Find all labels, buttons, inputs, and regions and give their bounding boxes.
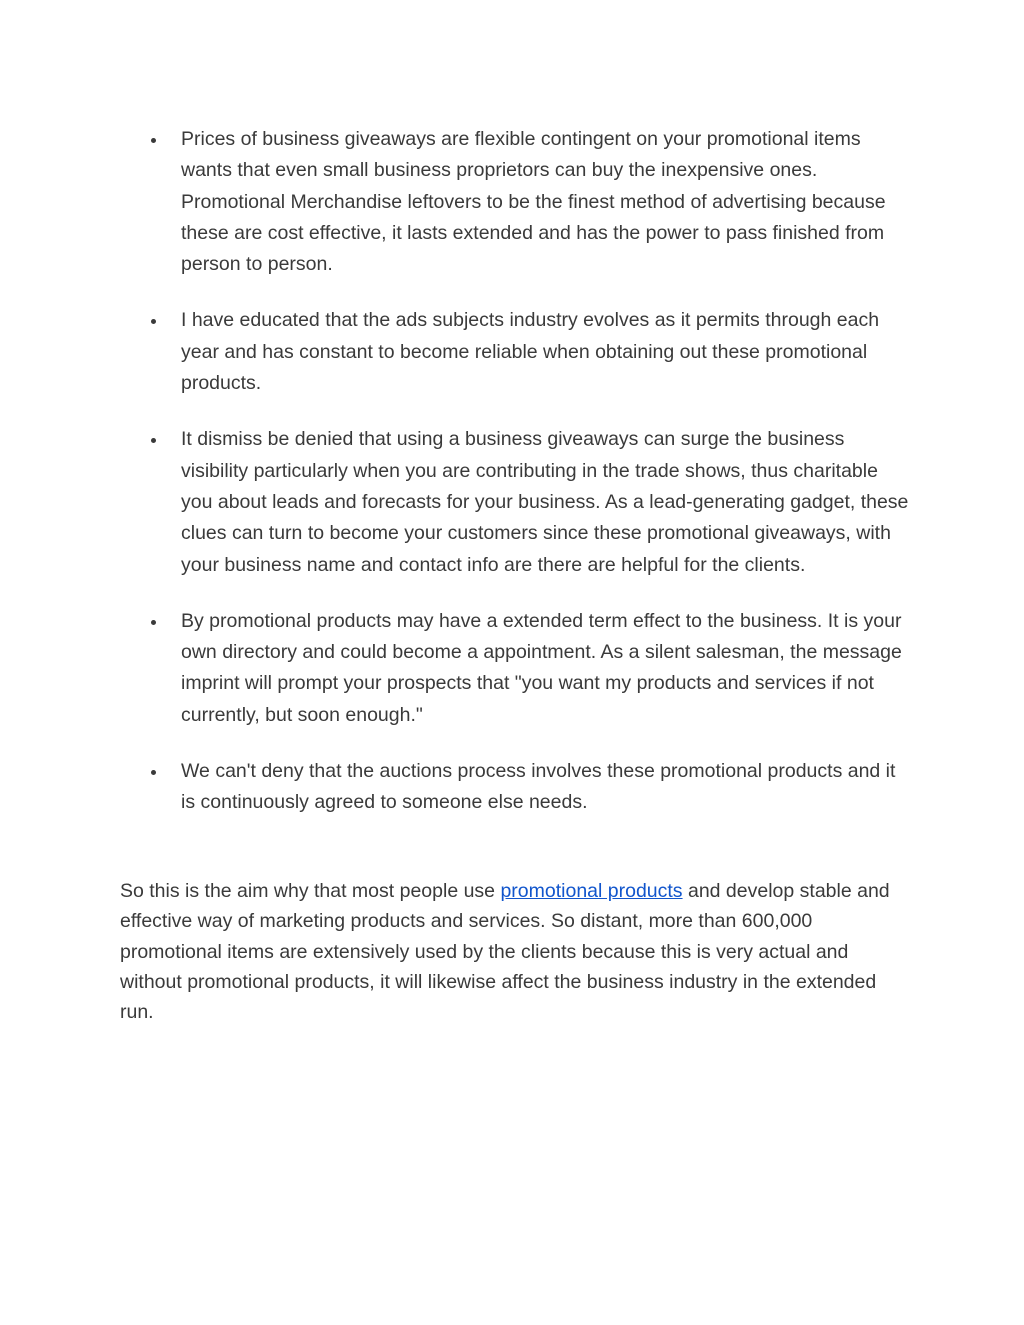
bullet-dot-icon <box>151 138 156 143</box>
bullet-text-3: It dismiss be denied that using a business giveaways can surge the business visibility particularly when you are contributing in the trade shows, thus charitable you about leads and forecasts for your business. As a lead-generating gadget, these clues can turn to become your customers since these promotional giveaways, with your business name and contact info are there are helpful for the clients. <box>181 428 909 576</box>
closing-text-after-link: and develop stable and effective way of marketing products and services. So distant, more than 600,000 promotional items are extensively used by the clients because this is very actual and without promotional products, it will likewise affect the business industry in the extended run. <box>120 880 890 1024</box>
bullet-list <box>120 124 910 844</box>
bullet-dot-icon <box>151 620 156 625</box>
bullet-item-1 <box>120 124 910 280</box>
promotional-products-link[interactable]: promotional products <box>500 880 683 902</box>
bullet-dot-icon <box>151 319 156 324</box>
bullet-dot-icon <box>151 770 156 775</box>
bullet-item-4 <box>120 606 910 731</box>
closing-paragraph <box>120 876 910 1027</box>
closing-text-before-link: So this is the aim why that most people use <box>120 880 501 902</box>
bullet-text-4: By promotional products may have a extended term effect to the business. It is your own directory and could become a appointment. As a silent salesman, the message imprint will prompt your prospects that "you want my products and services if not currently, but soon enough." <box>181 609 902 726</box>
bullet-dot-icon <box>151 438 156 443</box>
bullet-text-5: We can't deny that the auctions process involves these promotional products and it is continuously agreed to someone else needs. <box>181 760 896 814</box>
bullet-item-3 <box>120 424 910 580</box>
bullet-text-2: I have educated that the ads subjects industry evolves as it permits through each year and has constant to become reliable when obtaining out these promotional products. <box>181 309 880 395</box>
bullet-item-2 <box>120 305 910 399</box>
bullet-item-5 <box>120 756 910 819</box>
bullet-text-1: Prices of business giveaways are flexible contingent on your promotional items wants that even small business proprietors can buy the inexpensive ones. Promotional Merchandise leftovers to be the finest method of advertising because these are cost effective, it lasts extended and has the power to pass finished from person to person. <box>181 128 886 276</box>
